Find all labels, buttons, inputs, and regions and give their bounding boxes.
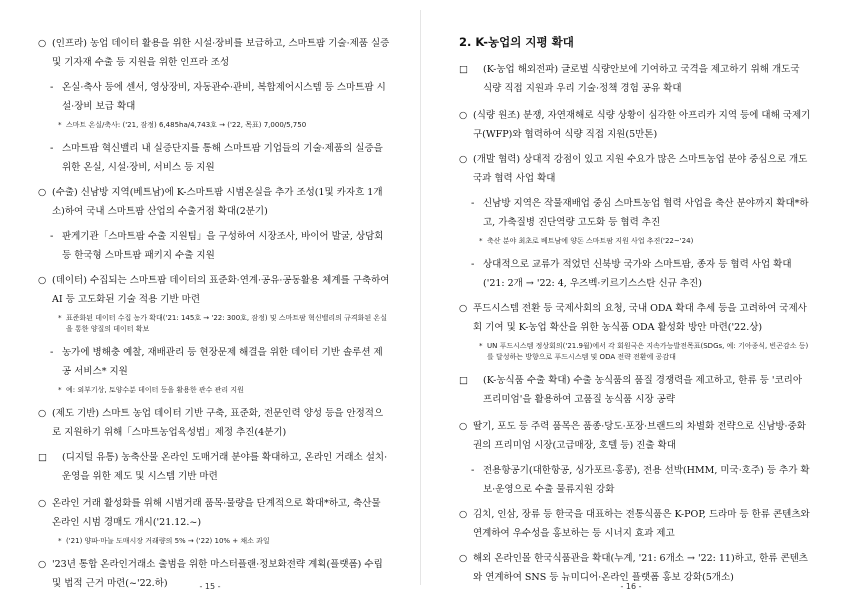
- footnote: [38, 536, 390, 547]
- asterisk-marker: *: [479, 237, 483, 245]
- circle-bullet-item: [459, 417, 811, 455]
- page-number-left: - 15 -: [199, 582, 221, 591]
- asterisk-marker: *: [58, 314, 62, 322]
- dash-item: [459, 255, 811, 293]
- block-text: 신남방 지역은 작물재배업 중심 스마트농업 협력 사업을 축산 분야까지 확대*하고, 가축질병 진단역량 고도화 등 협력 추진: [483, 198, 809, 228]
- asterisk-marker: *: [58, 121, 62, 129]
- dash-item: [38, 78, 390, 116]
- bullet-marker: ○: [38, 408, 47, 419]
- block-text: (제도 기반) 스마트 농업 데이터 기반 구축, 표준화, 전문인력 양성 등을 안정적으로 지원하기 위해「스마트농업육성법」제정 추진(4분기): [52, 408, 384, 438]
- right-page: [421, 0, 841, 595]
- circle-bullet-item: [38, 271, 390, 309]
- block-text: 딸기, 포도 등 주력 품목은 품종·당도·포장·브랜드의 차별화 전략으로 신남방·중화권의 프리미엄 시장(고급매장, 호텔 등) 진출 확대: [473, 421, 806, 451]
- bullet-marker: ○: [38, 38, 47, 49]
- bullet-marker: -: [50, 143, 54, 154]
- bullet-marker: -: [50, 347, 54, 358]
- dash-item: [38, 343, 390, 381]
- page-number-right: - 16 -: [620, 582, 642, 591]
- bullet-marker: ○: [38, 559, 47, 570]
- left-page: [0, 0, 420, 595]
- dash-item: [459, 461, 811, 499]
- footnote: [459, 236, 811, 247]
- block-text: (K-농식품 수출 확대) 수출 농식품의 품질 경쟁력을 제고하고, 한류 등 '코리아 프리미엄'을 활용하여 고품질 농식품 시장 공략: [483, 375, 802, 405]
- block-text: 온라인 거래 활성화를 위해 시범거래 품목·물량을 단계적으로 확대*하고, 축산물 온라인 시범 경매도 개시('21.12.~): [52, 498, 381, 528]
- block-text: (인프라) 농업 데이터 활용을 위한 시설·장비를 보급하고, 스마트팜 기술·제품 실증 및 기자재 수출 등 지원을 위한 인프라 조성: [52, 38, 390, 68]
- square-bullet-item: [459, 60, 811, 98]
- circle-bullet-item: [459, 106, 811, 144]
- left-page-content: [38, 34, 390, 599]
- asterisk-marker: *: [479, 342, 483, 350]
- bullet-marker: -: [50, 82, 54, 93]
- block-text: 전용항공기(대한항공, 싱가포르·홍콩), 전용 선박(HMM, 미국·호주) 등 추가 확보·운영으로 수출 물류지원 강화: [483, 465, 810, 495]
- circle-bullet-item: [459, 150, 811, 188]
- right-page-content: [459, 34, 811, 593]
- block-text: 예: 외부기상, 토양수분 데이터 등을 활용한 관수 관리 지원: [66, 386, 244, 394]
- block-text: (K-농업 해외전파) 글로벌 식량안보에 기여하고 국격을 제고하기 위해 개도국 식량 직접 지원과 우리 기술·정책 경험 공유 확대: [483, 64, 800, 94]
- block-text: 상대적으로 교류가 적었던 신북방 국가와 스마트팜, 종자 등 협력 사업 확대('21: 2개 → '22: 4, 우즈벡·키르기스스탄 신규 추진): [483, 259, 792, 289]
- bullet-marker: ○: [459, 303, 468, 314]
- block-text: 스마트팜 혁신밸리 내 실증단지를 통해 스마트팜 기업들의 기술·제품의 실증을 위한 온실, 시설·장비, 서비스 등 지원: [62, 143, 383, 173]
- footnote: [38, 385, 390, 396]
- bullet-marker: ○: [38, 187, 47, 198]
- right-blocks: [459, 60, 811, 587]
- bullet-marker: □: [38, 452, 47, 463]
- block-text: (디지털 유통) 농축산물 온라인 도매거래 분야를 확대하고, 온라인 거래소 설치·운영을 위한 제도 및 시스템 기반 마련: [62, 452, 388, 482]
- footnote: [38, 313, 390, 335]
- block-text: 축산 분야 최초로 베트남에 양돈 스마트팜 지원 사업 추진('22~'24): [487, 237, 694, 245]
- block-text: '23년 통합 온라인거래소 출범을 위한 마스터플랜·정보화전략 계획(플랫폼) 수립 및 법적 근거 마련(~'22.하): [52, 559, 383, 589]
- block-text: 판게기관「스마트팜 수출 지원팀」을 구성하여 시장조사, 바이어 발굴, 상담회 등 한국형 스마트팜 패키지 수출 지원: [62, 231, 384, 261]
- block-text: 스마트 온실/축사: ('21, 잠정) 6,485ha/4,743호 → ('22, 목표) 7,000/5,750: [66, 121, 307, 129]
- footnote: [459, 341, 811, 363]
- bullet-marker: ○: [459, 154, 468, 165]
- dash-item: [38, 139, 390, 177]
- dash-item: [38, 227, 390, 265]
- block-text: 온실·축사 등에 센서, 영상장비, 자동관수·관비, 복합제어시스템 등 스마트팜 시설·장비 보급 확대: [62, 82, 386, 112]
- block-text: 해외 온라인몰 한국식품관을 확대(누계, '21: 6개소 → '22: 11)하고, 한류 콘텐츠와 연계하여 SNS 등 뉴미디어·온라인 플랫폼 홍보 강화(5개소): [473, 553, 808, 583]
- circle-bullet-item: [38, 183, 390, 221]
- bullet-marker: □: [459, 375, 468, 386]
- block-text: ('21) 양파·마늘 도매시장 거래량의 5% → ('22) 10% + 채소 과일: [66, 537, 270, 545]
- bullet-marker: □: [459, 64, 468, 75]
- circle-bullet-item: [38, 34, 390, 72]
- block-text: 표준화된 데이터 수집 농가 확대('21: 145호 → '22: 300호, 잠정) 및 스마트팜 혁신밸리의 규격화된 온실을 통한 양질의 데이터 확보: [66, 314, 387, 333]
- dash-item: [459, 194, 811, 232]
- bullet-marker: -: [50, 231, 54, 242]
- asterisk-marker: *: [58, 537, 62, 545]
- square-bullet-item: [38, 448, 390, 486]
- circle-bullet-item: [38, 494, 390, 532]
- footnote: [38, 120, 390, 131]
- bullet-marker: ○: [459, 553, 468, 564]
- block-text: 농가에 병해충 예찰, 재배관리 등 현장문제 해결을 위한 데이터 기반 솔루션 제공 서비스* 지원: [62, 347, 383, 377]
- bullet-marker: ○: [459, 421, 468, 432]
- circle-bullet-item: [459, 505, 811, 543]
- bullet-marker: ○: [38, 498, 47, 509]
- block-text: 김치, 인삼, 장류 등 한국을 대표하는 전통식품은 K-POP, 드라마 등 한류 콘텐츠와 연계하여 우수성을 홍보하는 등 시너지 효과 제고: [473, 509, 810, 539]
- bullet-marker: -: [471, 198, 475, 209]
- block-text: (식량 원조) 분쟁, 자연재해로 식량 상황이 심각한 아프리카 지역 등에 대해 국제기구(WFP)와 협력하여 식량 직접 지원(5만톤): [473, 110, 811, 140]
- bullet-marker: ○: [459, 509, 468, 520]
- square-bullet-item: [459, 371, 811, 409]
- bullet-marker: -: [471, 259, 475, 270]
- circle-bullet-item: [459, 299, 811, 337]
- bullet-marker: ○: [38, 275, 47, 286]
- block-text: 푸드시스템 전환 등 국제사회의 요청, 국내 ODA 확대 추세 등을 고려하여 국제사회 기여 및 K-농업 확산을 위한 농식품 ODA 활성화 방안 마련('22.상): [473, 303, 807, 333]
- block-text: (수출) 신남방 지역(베트남)에 K-스마트팜 시범온실을 추가 조성(1및 카자흐 1개소)하여 국내 스마트팜 산업의 수출거점 확대(2분기): [52, 187, 383, 217]
- block-text: (데이터) 수집되는 스마트팜 데이터의 표준화·연계·공유·공동활용 체계를 구축하여 AI 등 고도화된 기술 적용 기반 마련: [52, 275, 390, 305]
- block-text: (개발 협력) 상대적 강점이 있고 지원 수요가 많은 스마트농업 분야 중심으로 개도국과 협력 사업 확대: [473, 154, 808, 184]
- circle-bullet-item: [38, 404, 390, 442]
- block-text: UN 푸드시스템 정상회의('21.9월)에서 각 회원국은 지속가능발전목표(SDGs, 예: 기아종식, 빈곤감소 등)를 달성하는 방향으로 푸드시스템 및 ODA 전략 전환에 공감대: [487, 342, 809, 361]
- bullet-marker: -: [471, 465, 475, 476]
- asterisk-marker: *: [58, 386, 62, 394]
- bullet-marker: ○: [459, 110, 468, 121]
- section-title: 2. K-농업의 지평 확대: [459, 35, 574, 49]
